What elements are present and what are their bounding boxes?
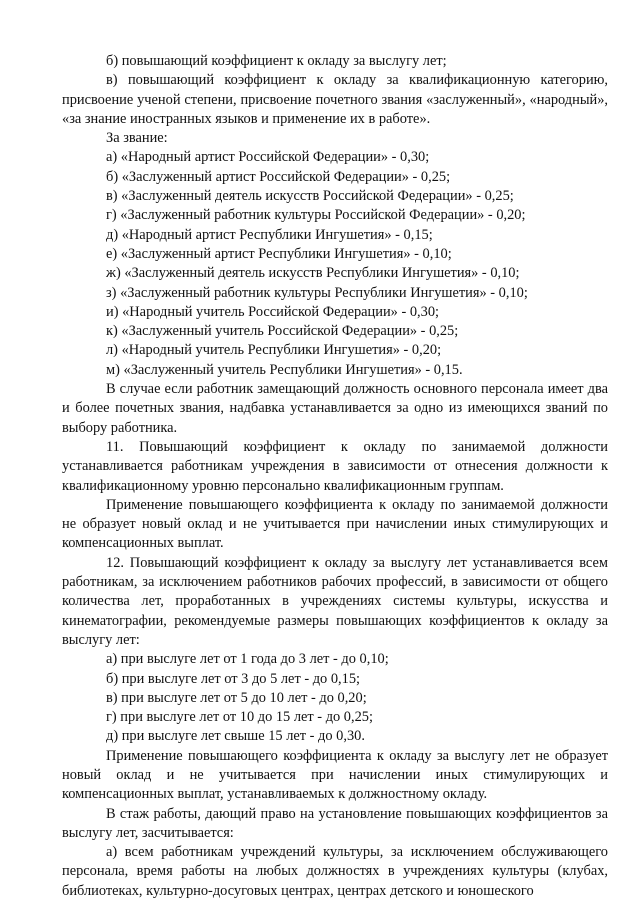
titles-heading: За звание: (106, 130, 168, 147)
paragraph-12: 12. Повышающий коэффициент к окладу за выслугу лет устанавливается всем работникам, за исключением работников рабочих профессий, в зависимости от общего количества лет, проработанных в учреждениях системы культуры, искусства и кинематографии, рекомендуемые размеры повышающих коэффициентов к окладу за выслугу лет: (62, 554, 608, 648)
seniority-item: г) при выслуге лет от 10 до 15 лет - до 0,25; (106, 709, 373, 726)
paragraph-12-application: Применение повышающего коэффициента к окладу за выслугу лет не образует новый оклад и не учитывается при начислении иных стимулирующих и компенсационных выплат, устанавливаемых к должностному окладу. (62, 747, 608, 803)
title-item: з) «Заслуженный работник культуры Республики Ингушетия» - 0,10; (106, 284, 528, 301)
title-item: а) «Народный артист Российской Федерации» - 0,30; (106, 149, 430, 166)
seniority-list (62, 650, 608, 746)
seniority-item: а) при выслуге лет от 1 года до 3 лет - до 0,10; (106, 651, 389, 668)
paragraph-11: 11. Повышающий коэффициент к окладу по занимаемой должности устанавливается работникам учреждения в зависимости от отнесения должности к квалификационному уровню персонально квалификационным группам. (62, 438, 608, 494)
title-item: к) «Заслуженный учитель Российской Федерации» - 0,25; (106, 323, 459, 340)
title-item: в) «Заслуженный деятель искусств Российской Федерации» - 0,25; (106, 188, 514, 205)
title-item: д) «Народный артист Республики Ингушетия» - 0,15; (106, 226, 433, 243)
title-item: м) «Заслуженный учитель Республики Ингушетия» - 0,15. (106, 361, 463, 378)
title-item: б) «Заслуженный артист Российской Федерации» - 0,25; (106, 168, 451, 185)
paragraph-stazh: В стаж работы, дающий право на установление повышающих коэффициентов за выслугу лет, засчитывается: (62, 805, 608, 841)
seniority-item: в) при выслуге лет от 5 до 10 лет - до 0,20; (106, 689, 367, 706)
paragraph-11-application: Применение повышающего коэффициента к окладу по занимаемой должности не образует новый оклад и не учитывается при начислении иных стимулирующих и компенсационных выплат. (62, 496, 608, 552)
title-item: г) «Заслуженный работник культуры Российской Федерации» - 0,20; (106, 207, 526, 224)
seniority-item: б) при выслуге лет от 3 до 5 лет - до 0,15; (106, 670, 361, 687)
paragraph-stazh-a: а) всем работникам учреждений культуры, за исключением обслуживающего персонала, время работы на любых должностях в учреждениях культуры (клубах, библиотеках, культурно-досуговых центрах, центрах детского и юношеского (62, 844, 608, 899)
seniority-item: д) при выслуге лет свыше 15 лет - до 0,30. (106, 728, 365, 745)
title-item: ж) «Заслуженный деятель искусств Республики Ингушетия» - 0,10; (106, 265, 520, 282)
titles-list (62, 148, 608, 380)
title-item: е) «Заслуженный артист Республики Ингушетия» - 0,10; (106, 245, 452, 262)
intro-item-v: в) повышающий коэффициент к окладу за квалификационную категорию, присвоение ученой степени, присвоение почетного звания «заслуженный», «народный», «за знание иностранных языков и применение их в работе». (62, 72, 608, 127)
paragraph-multiple-titles: В случае если работник замещающий должность основного персонала имеет два и более почетных звания, надбавка устанавливается за одно из имеющихся званий по выбору работника. (62, 381, 608, 436)
intro-item-b: б) повышающий коэффициент к окладу за выслугу лет; (106, 53, 447, 69)
title-item: л) «Народный учитель Республики Ингушетия» - 0,20; (106, 342, 442, 359)
document-page (62, 52, 608, 901)
title-item: и) «Народный учитель Российской Федерации» - 0,30; (106, 303, 440, 320)
